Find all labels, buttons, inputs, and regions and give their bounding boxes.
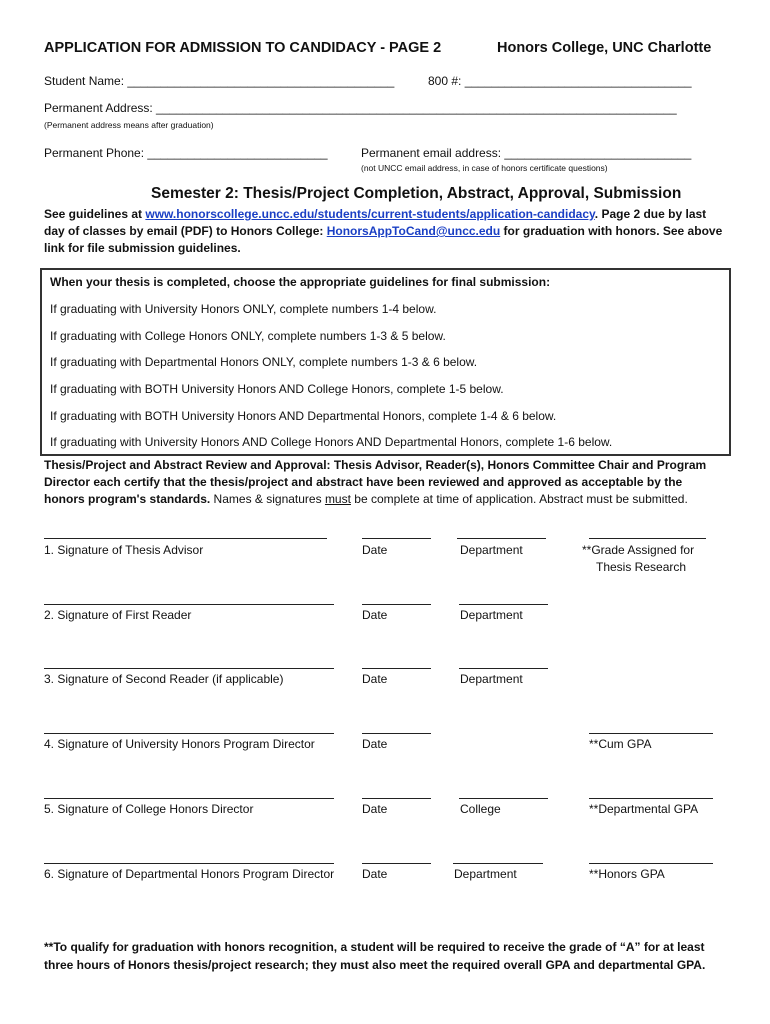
student-name-field[interactable]: Student Name: ________________________________________ <box>44 74 395 88</box>
intro-text: See guidelines at <box>44 207 146 221</box>
date-label: Date <box>362 543 388 557</box>
signature-label: 3. Signature of Second Reader (if applicable) <box>44 672 284 686</box>
guideline-item: If graduating with BOTH University Honors AND Departmental Honors, complete 1-4 & 6 below. <box>50 409 557 423</box>
cum-gpa-line[interactable] <box>589 733 713 734</box>
intro-line-1 <box>44 206 706 223</box>
guideline-item: If graduating with College Honors ONLY, complete numbers 1-3 & 5 below. <box>50 329 446 343</box>
date-label: Date <box>362 802 388 816</box>
permanent-address-field[interactable]: Permanent Address: ______________________________________________________________________________ <box>44 101 677 115</box>
intro-text: for graduation with honors. See above <box>500 224 723 238</box>
submission-email-link[interactable]: HonorsAppToCand@uncc.edu <box>326 224 501 238</box>
department-line[interactable] <box>459 668 548 669</box>
date-label: Date <box>362 608 388 622</box>
departmental-gpa-line[interactable] <box>589 798 713 799</box>
department-label: Department <box>460 543 523 557</box>
grade-label-2: Thesis Research <box>596 560 687 574</box>
guideline-item: If graduating with University Honors ONLY, complete numbers 1-4 below. <box>50 302 437 316</box>
student-id-field[interactable]: 800 #: __________________________________ <box>428 74 692 88</box>
footnote-line-1: **To qualify for graduation with honors recognition, a student will be required to receive the grade of “A” for at least <box>44 940 705 954</box>
signature-label: 5. Signature of College Honors Director <box>44 802 254 816</box>
department-label: Department <box>454 867 517 881</box>
guidelines-heading: When your thesis is completed, choose the appropriate guidelines for final submission: <box>50 275 551 289</box>
date-label: Date <box>362 737 388 751</box>
review-text: honors program's standards. <box>44 492 211 506</box>
guidelines-link[interactable]: www.honorscollege.uncc.edu/students/current-students/application-candidacy <box>145 207 595 221</box>
grade-line[interactable] <box>589 538 706 539</box>
guideline-item: If graduating with Departmental Honors ONLY, complete numbers 1-3 & 6 below. <box>50 355 478 369</box>
review-text: be complete at time of application. Abstract must be submitted. <box>350 492 688 506</box>
date-label: Date <box>362 672 388 686</box>
intro-line-3: link for file submission guidelines. <box>44 241 241 255</box>
guideline-item: If graduating with University Honors AND College Honors AND Departmental Honors, complete 1-6 below. <box>50 435 613 449</box>
review-line-1: Thesis/Project and Abstract Review and Approval: Thesis Advisor, Reader(s), Honors Committee Chair and Program <box>44 458 707 472</box>
signature-line-departmental-director[interactable] <box>44 863 334 864</box>
review-text-must: must <box>324 492 351 506</box>
honors-gpa-label: **Honors GPA <box>589 867 665 881</box>
department-label: Department <box>460 608 523 622</box>
honors-gpa-line[interactable] <box>589 863 713 864</box>
signature-label: 6. Signature of Departmental Honors Program Director <box>44 867 335 881</box>
signature-label: 1. Signature of Thesis Advisor <box>44 543 204 557</box>
date-line[interactable] <box>362 798 431 799</box>
signature-line-college-director[interactable] <box>44 798 334 799</box>
address-note: (Permanent address means after graduation) <box>44 120 214 130</box>
date-line[interactable] <box>362 604 431 605</box>
footnote-line-2: three hours of Honors thesis/project research; they must also meet the required overall GPA and departmental GPA. <box>44 958 706 972</box>
intro-text: . Page 2 due by last <box>594 207 707 221</box>
review-line-3 <box>44 491 688 508</box>
date-line[interactable] <box>362 538 431 539</box>
college-name: Honors College, UNC Charlotte <box>497 40 712 56</box>
permanent-phone-field[interactable]: Permanent Phone: ___________________________ <box>44 146 328 160</box>
review-line-2: Director each certify that the thesis/project and abstract have been reviewed and approved as acceptable by the <box>44 475 683 489</box>
permanent-email-field[interactable]: Permanent email address: ____________________________ <box>361 146 692 160</box>
date-label: Date <box>362 867 388 881</box>
guideline-item: If graduating with BOTH University Honors AND College Honors, complete 1-5 below. <box>50 382 504 396</box>
signature-line-thesis-advisor[interactable] <box>44 538 327 539</box>
email-note: (not UNCC email address, in case of honors certificate questions) <box>361 163 608 173</box>
department-line[interactable] <box>453 863 543 864</box>
signature-line-university-director[interactable] <box>44 733 334 734</box>
signature-label: 2. Signature of First Reader <box>44 608 192 622</box>
department-line[interactable] <box>459 604 548 605</box>
signature-line-second-reader[interactable] <box>44 668 334 669</box>
guidelines-box <box>40 268 731 456</box>
date-line[interactable] <box>362 668 431 669</box>
department-line[interactable] <box>457 538 546 539</box>
date-line[interactable] <box>362 733 431 734</box>
review-text: Names & signatures <box>210 492 325 506</box>
intro-line-2 <box>44 223 722 240</box>
cum-gpa-label: **Cum GPA <box>589 737 652 751</box>
signature-label: 4. Signature of University Honors Program Director <box>44 737 315 751</box>
section-title: Semester 2: Thesis/Project Completion, Abstract, Approval, Submission <box>151 185 682 202</box>
grade-label: **Grade Assigned for <box>582 543 695 557</box>
form-title: APPLICATION FOR ADMISSION TO CANDIDACY - PAGE 2 <box>44 40 442 56</box>
college-line[interactable] <box>459 798 548 799</box>
department-label: Department <box>460 672 523 686</box>
departmental-gpa-label: **Departmental GPA <box>589 802 699 816</box>
signature-line-first-reader[interactable] <box>44 604 334 605</box>
college-label: College <box>460 802 501 816</box>
date-line[interactable] <box>362 863 431 864</box>
intro-text: day of classes by email (PDF) to Honors College: <box>44 224 327 238</box>
